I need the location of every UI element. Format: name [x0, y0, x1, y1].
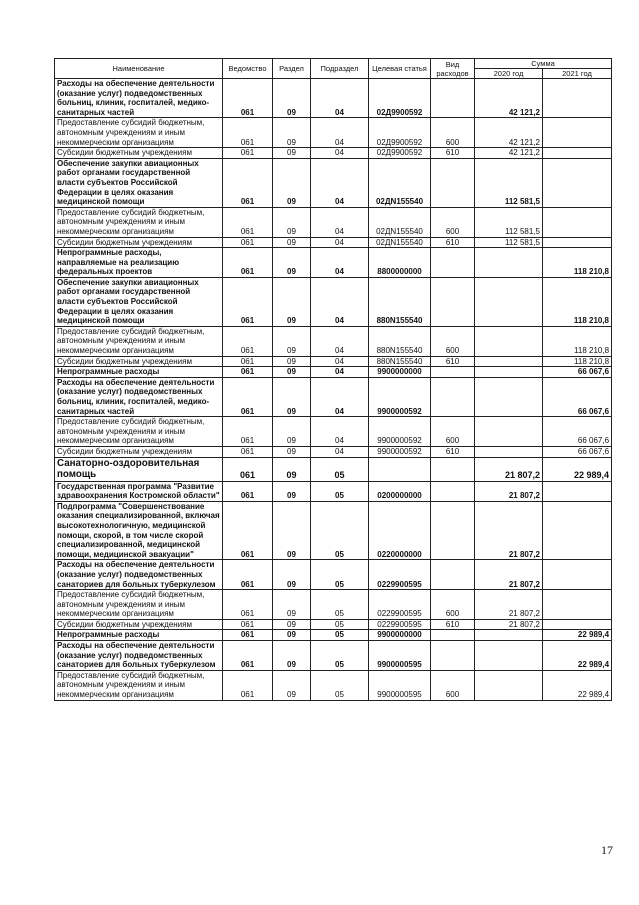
cell-subsection: 04	[311, 118, 369, 148]
cell-expense-type	[431, 641, 475, 671]
cell-target-article: 880N155540	[369, 356, 431, 367]
cell-section: 09	[273, 641, 311, 671]
cell-section: 09	[273, 619, 311, 630]
table-row	[55, 619, 612, 630]
cell-subsection: 04	[311, 417, 369, 447]
cell-name: Субсидии бюджетным учреждениям	[55, 148, 223, 159]
cell-amount-2021: 118 210,8	[543, 277, 612, 326]
cell-expense-type: 610	[431, 619, 475, 630]
cell-target-article: 880N155540	[369, 277, 431, 326]
cell-amount-2020	[475, 670, 543, 700]
cell-amount-2021	[543, 237, 612, 248]
cell-section: 09	[273, 207, 311, 237]
cell-amount-2020: 21 807,2	[475, 590, 543, 620]
cell-section: 09	[273, 670, 311, 700]
cell-section: 09	[273, 630, 311, 641]
cell-amount-2020	[475, 277, 543, 326]
cell-expense-type	[431, 630, 475, 641]
cell-amount-2020	[475, 630, 543, 641]
table-row	[55, 79, 612, 118]
cell-amount-2021	[543, 79, 612, 118]
cell-section: 09	[273, 356, 311, 367]
cell-name: Расходы на обеспечение деятельности (оказание услуг) подведомственных больниц, клиник, госпиталей, медико-санитарных частей	[55, 79, 223, 118]
cell-name: Предоставление субсидий бюджетным, автономным учреждениям и иным некоммерческим организациям	[55, 670, 223, 700]
table-row	[55, 417, 612, 447]
cell-expense-type: 600	[431, 326, 475, 356]
cell-subsection: 05	[311, 670, 369, 700]
header-year-2021: 2021 год	[543, 69, 612, 79]
cell-department: 061	[223, 560, 273, 590]
cell-amount-2020	[475, 446, 543, 457]
cell-name: Субсидии бюджетным учреждениям	[55, 446, 223, 457]
cell-amount-2021: 118 210,8	[543, 356, 612, 367]
cell-expense-type: 610	[431, 446, 475, 457]
cell-amount-2020: 21 807,2	[475, 501, 543, 560]
cell-expense-type	[431, 277, 475, 326]
header-expense-type: Вид расходов	[431, 59, 475, 79]
cell-amount-2020: 112 581,5	[475, 207, 543, 237]
cell-name: Обеспечение закупки авиационных работ органами государственной власти субъектов Российской Федерации в целях оказания медицинской помощи	[55, 277, 223, 326]
cell-expense-type	[431, 457, 475, 481]
cell-target-article: 9900000000	[369, 630, 431, 641]
cell-expense-type	[431, 158, 475, 207]
cell-amount-2021: 118 210,8	[543, 248, 612, 278]
cell-target-article: 0220000000	[369, 501, 431, 560]
cell-name: Субсидии бюджетным учреждениям	[55, 619, 223, 630]
cell-amount-2020	[475, 367, 543, 378]
cell-target-article: 9900000592	[369, 377, 431, 416]
cell-section: 09	[273, 501, 311, 560]
cell-subsection: 04	[311, 326, 369, 356]
cell-amount-2021	[543, 590, 612, 620]
cell-amount-2020: 21 807,2	[475, 481, 543, 501]
cell-amount-2021: 22 989,4	[543, 641, 612, 671]
table-row	[55, 641, 612, 671]
table-header	[55, 59, 612, 79]
cell-subsection: 05	[311, 630, 369, 641]
cell-department: 061	[223, 148, 273, 159]
cell-department: 061	[223, 619, 273, 630]
table-row	[55, 356, 612, 367]
header-name: Наименование	[55, 59, 223, 79]
cell-subsection: 05	[311, 457, 369, 481]
table-row	[55, 207, 612, 237]
cell-subsection: 04	[311, 79, 369, 118]
cell-amount-2021: 118 210,8	[543, 326, 612, 356]
table-row	[55, 326, 612, 356]
table-row	[55, 446, 612, 457]
cell-department: 061	[223, 207, 273, 237]
table-row	[55, 457, 612, 481]
cell-amount-2021	[543, 158, 612, 207]
cell-section: 09	[273, 237, 311, 248]
cell-name: Расходы на обеспечение деятельности (оказание услуг) подведомственных санаториев для больных туберкулезом	[55, 641, 223, 671]
cell-amount-2020: 42 121,2	[475, 118, 543, 148]
cell-section: 09	[273, 118, 311, 148]
cell-name: Непрограммные расходы	[55, 367, 223, 378]
cell-expense-type	[431, 377, 475, 416]
cell-expense-type	[431, 79, 475, 118]
cell-subsection: 04	[311, 237, 369, 248]
cell-section: 09	[273, 326, 311, 356]
cell-name: Непрограммные расходы	[55, 630, 223, 641]
cell-department: 061	[223, 158, 273, 207]
cell-section: 09	[273, 277, 311, 326]
cell-section: 09	[273, 148, 311, 159]
cell-subsection: 04	[311, 367, 369, 378]
cell-name: Предоставление субсидий бюджетным, автономным учреждениям и иным некоммерческим организациям	[55, 590, 223, 620]
cell-amount-2020	[475, 417, 543, 447]
cell-amount-2021	[543, 207, 612, 237]
cell-expense-type: 610	[431, 237, 475, 248]
cell-expense-type: 610	[431, 356, 475, 367]
cell-amount-2020: 42 121,2	[475, 148, 543, 159]
cell-department: 061	[223, 377, 273, 416]
cell-department: 061	[223, 481, 273, 501]
cell-amount-2021: 22 989,4	[543, 670, 612, 700]
cell-target-article: 9900000592	[369, 417, 431, 447]
cell-amount-2021	[543, 118, 612, 148]
cell-department: 061	[223, 590, 273, 620]
budget-table	[54, 58, 612, 701]
cell-target-article: 9900000595	[369, 641, 431, 671]
cell-target-article: 880N155540	[369, 326, 431, 356]
budget-document	[54, 58, 611, 701]
cell-expense-type: 600	[431, 207, 475, 237]
cell-department: 061	[223, 457, 273, 481]
cell-subsection: 04	[311, 377, 369, 416]
cell-department: 061	[223, 277, 273, 326]
cell-department: 061	[223, 326, 273, 356]
cell-target-article: 02ДN155540	[369, 207, 431, 237]
cell-amount-2020	[475, 326, 543, 356]
cell-amount-2020: 42 121,2	[475, 79, 543, 118]
cell-section: 09	[273, 248, 311, 278]
cell-target-article: 9900000000	[369, 367, 431, 378]
cell-name: Подпрограмма "Совершенствование оказания специализированной, включая высокотехнологичную, медицинской помощи, скорой, в том числе скорой специализированной, медицинской помощи, медицинской эвакуации"	[55, 501, 223, 560]
table-row	[55, 630, 612, 641]
cell-target-article: 02Д9900592	[369, 79, 431, 118]
cell-department: 061	[223, 641, 273, 671]
cell-name: Санаторно-оздоровительная помощь	[55, 457, 223, 481]
table-row	[55, 481, 612, 501]
cell-subsection: 04	[311, 277, 369, 326]
table-row	[55, 158, 612, 207]
header-year-2020: 2020 год	[475, 69, 543, 79]
cell-amount-2021	[543, 481, 612, 501]
header-subsection: Подраздел	[311, 59, 369, 79]
cell-name: Непрограммные расходы, направляемые на реализацию федеральных проектов	[55, 248, 223, 278]
cell-target-article: 02Д9900592	[369, 118, 431, 148]
cell-expense-type	[431, 248, 475, 278]
cell-amount-2021	[543, 148, 612, 159]
cell-name: Расходы на обеспечение деятельности (оказание услуг) подведомственных больниц, клиник, госпиталей, медико-санитарных частей	[55, 377, 223, 416]
cell-target-article: 0229900595	[369, 590, 431, 620]
cell-section: 09	[273, 79, 311, 118]
table-row	[55, 590, 612, 620]
cell-expense-type	[431, 481, 475, 501]
table-row	[55, 237, 612, 248]
table-row	[55, 277, 612, 326]
table-row	[55, 670, 612, 700]
cell-subsection: 04	[311, 248, 369, 278]
cell-expense-type	[431, 501, 475, 560]
cell-target-article: 8800000000	[369, 248, 431, 278]
cell-amount-2021: 66 067,6	[543, 446, 612, 457]
cell-subsection: 05	[311, 619, 369, 630]
cell-name: Предоставление субсидий бюджетным, автономным учреждениям и иным некоммерческим организациям	[55, 326, 223, 356]
cell-expense-type: 610	[431, 148, 475, 159]
header-department: Ведомство	[223, 59, 273, 79]
cell-target-article	[369, 457, 431, 481]
cell-name: Расходы на обеспечение деятельности (оказание услуг) подведомственных санаториев для больных туберкулезом	[55, 560, 223, 590]
table-row	[55, 367, 612, 378]
cell-amount-2020: 112 581,5	[475, 237, 543, 248]
cell-section: 09	[273, 158, 311, 207]
cell-name: Обеспечение закупки авиационных работ органами государственной власти субъектов Российской Федерации в целях оказания медицинской помощи	[55, 158, 223, 207]
cell-subsection: 05	[311, 481, 369, 501]
cell-subsection: 05	[311, 560, 369, 590]
cell-subsection: 04	[311, 148, 369, 159]
cell-amount-2021	[543, 501, 612, 560]
cell-amount-2021: 22 989,4	[543, 457, 612, 481]
cell-expense-type	[431, 560, 475, 590]
cell-target-article: 0200000000	[369, 481, 431, 501]
cell-name: Государственная программа "Развитие здравоохранения Костромской области"	[55, 481, 223, 501]
cell-expense-type	[431, 367, 475, 378]
cell-department: 061	[223, 670, 273, 700]
cell-amount-2020: 21 807,2	[475, 560, 543, 590]
cell-department: 061	[223, 501, 273, 560]
cell-department: 061	[223, 417, 273, 447]
table-row	[55, 148, 612, 159]
cell-subsection: 05	[311, 501, 369, 560]
cell-subsection: 04	[311, 356, 369, 367]
cell-amount-2021: 66 067,6	[543, 377, 612, 416]
cell-target-article: 0229900595	[369, 619, 431, 630]
cell-department: 061	[223, 356, 273, 367]
page-number: 17	[601, 843, 613, 857]
cell-subsection: 04	[311, 446, 369, 457]
cell-name: Предоставление субсидий бюджетным, автономным учреждениям и иным некоммерческим организациям	[55, 417, 223, 447]
cell-department: 061	[223, 237, 273, 248]
cell-expense-type: 600	[431, 417, 475, 447]
cell-subsection: 05	[311, 590, 369, 620]
cell-amount-2020	[475, 641, 543, 671]
cell-subsection: 04	[311, 158, 369, 207]
cell-name: Субсидии бюджетным учреждениям	[55, 356, 223, 367]
table-body	[55, 79, 612, 701]
cell-amount-2020: 21 807,2	[475, 457, 543, 481]
cell-name: Предоставление субсидий бюджетным, автономным учреждениям и иным некоммерческим организациям	[55, 207, 223, 237]
header-amount: Сумма	[475, 59, 612, 69]
cell-target-article: 9900000595	[369, 670, 431, 700]
cell-department: 061	[223, 118, 273, 148]
cell-amount-2021: 66 067,6	[543, 367, 612, 378]
cell-expense-type: 600	[431, 670, 475, 700]
cell-expense-type: 600	[431, 590, 475, 620]
cell-subsection: 05	[311, 641, 369, 671]
cell-department: 061	[223, 367, 273, 378]
cell-amount-2020: 112 581,5	[475, 158, 543, 207]
cell-amount-2020	[475, 356, 543, 367]
cell-amount-2020	[475, 248, 543, 278]
cell-section: 09	[273, 590, 311, 620]
cell-target-article: 9900000592	[369, 446, 431, 457]
cell-section: 09	[273, 457, 311, 481]
cell-section: 09	[273, 446, 311, 457]
cell-expense-type: 600	[431, 118, 475, 148]
cell-subsection: 04	[311, 207, 369, 237]
table-row	[55, 377, 612, 416]
header-section: Раздел	[273, 59, 311, 79]
cell-target-article: 02ДN155540	[369, 237, 431, 248]
cell-amount-2020: 21 807,2	[475, 619, 543, 630]
cell-department: 061	[223, 446, 273, 457]
cell-department: 061	[223, 630, 273, 641]
cell-amount-2021: 66 067,6	[543, 417, 612, 447]
cell-department: 061	[223, 248, 273, 278]
cell-amount-2021: 22 989,4	[543, 630, 612, 641]
cell-section: 09	[273, 560, 311, 590]
cell-amount-2020	[475, 377, 543, 416]
table-row	[55, 248, 612, 278]
table-row	[55, 560, 612, 590]
cell-target-article: 02ДN155540	[369, 158, 431, 207]
cell-section: 09	[273, 367, 311, 378]
cell-target-article: 02Д9900592	[369, 148, 431, 159]
cell-amount-2021	[543, 619, 612, 630]
cell-department: 061	[223, 79, 273, 118]
table-row	[55, 501, 612, 560]
cell-name: Предоставление субсидий бюджетным, автономным учреждениям и иным некоммерческим организациям	[55, 118, 223, 148]
cell-name: Субсидии бюджетным учреждениям	[55, 237, 223, 248]
cell-section: 09	[273, 481, 311, 501]
cell-section: 09	[273, 377, 311, 416]
table-row	[55, 118, 612, 148]
header-target-article: Целевая статья	[369, 59, 431, 79]
cell-amount-2021	[543, 560, 612, 590]
cell-section: 09	[273, 417, 311, 447]
cell-target-article: 0229900595	[369, 560, 431, 590]
